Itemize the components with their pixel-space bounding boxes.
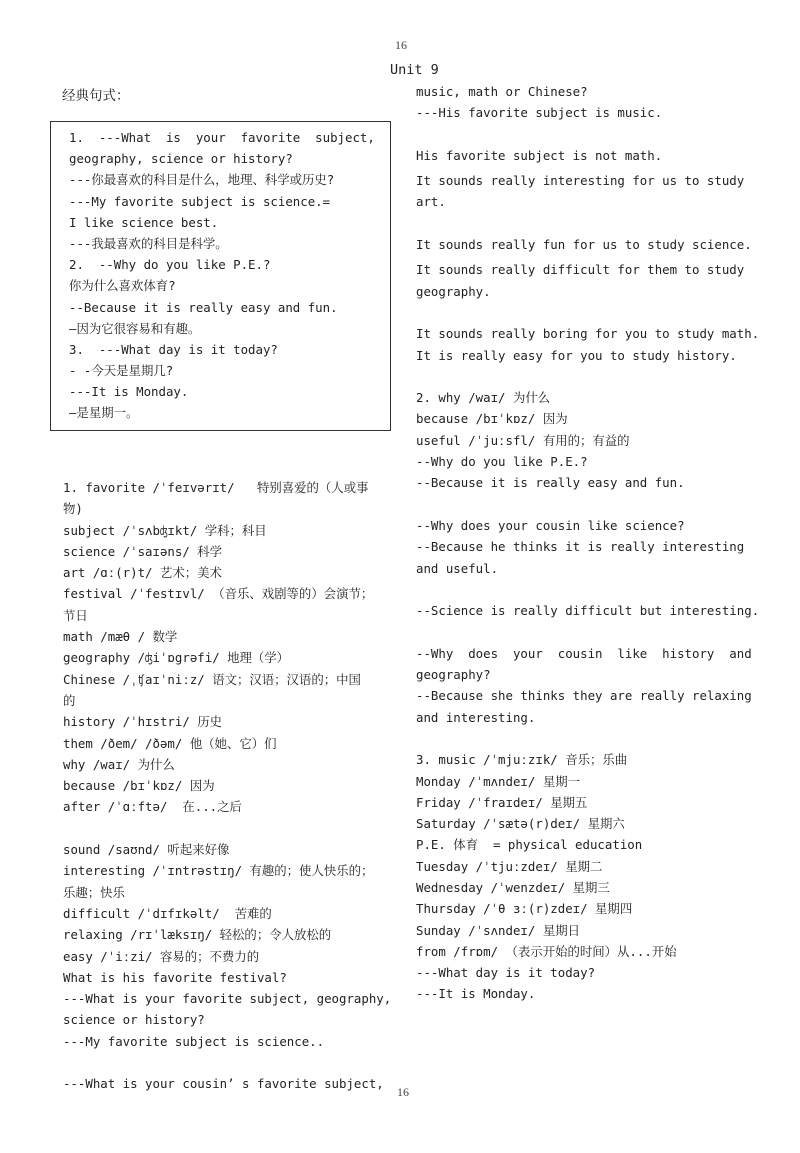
spacer (416, 579, 751, 600)
text-line: easy /ˈiːzi/ 容易的；不费力的 (63, 948, 260, 964)
box-line: —是星期一。 (69, 405, 139, 421)
text-line: from /frɒm/ （表示开始的时间）从...开始 (416, 943, 677, 959)
text-line: It sounds really difficult for them to study (416, 262, 745, 278)
text-line: geography. (416, 283, 491, 299)
spacer (416, 124, 751, 145)
text-line: It sounds really interesting for us to study (416, 173, 745, 189)
text-line: --Why does your cousin like history and (416, 645, 752, 661)
text-line: ---It is Monday. (416, 986, 536, 1002)
text-line: Saturday /ˈsætə(r)deɪ/ 星期六 (416, 816, 625, 832)
text-line: science /ˈsaɪəns/ 科学 (63, 543, 223, 559)
text-line: Chinese /ˌʧaɪˈniːz/ 语文；汉语；汉语的；中国 (63, 671, 361, 687)
box-line: --Because it is really easy and fun. (69, 299, 338, 315)
text-line: useful /ˈjuːsfl/ 有用的；有益的 (416, 432, 630, 448)
box-line: ---你最喜欢的科目是什么，地理、科学或历史? (69, 172, 335, 188)
spacer (416, 213, 751, 234)
text-line: science or history? (63, 1012, 205, 1028)
box-line: geography, science or history? (69, 151, 293, 167)
classic-sentences-box (50, 121, 391, 431)
left-column (63, 477, 398, 1095)
spacer (416, 621, 751, 642)
text-line: His favorite subject is not math. (416, 147, 663, 163)
box-line: ---我最喜欢的科目是科学。 (69, 235, 228, 251)
text-line: math /mæθ / 数学 (63, 629, 178, 645)
box-line: - -今天是星期几? (69, 363, 174, 379)
text-line: --Because he thinks it is really interesting (416, 539, 745, 555)
text-line: difficult /ˈdɪfɪkəlt/ 苦难的 (63, 905, 272, 921)
box-line: —因为它很容易和有趣。 (69, 320, 201, 336)
text-line: Monday /ˈmʌndeɪ/ 星期一 (416, 773, 580, 789)
text-line: Tuesday /ˈtjuːzdeɪ/ 星期二 (416, 858, 603, 874)
text-line: 乐趣；快乐 (63, 884, 125, 900)
text-line: 节日 (63, 607, 88, 623)
text-line: them /ðem/ /ðəm/ 他（她、它）们 (63, 735, 277, 751)
spacer (416, 366, 751, 387)
spacer (63, 1052, 398, 1073)
text-line: --Because she thinks they are really relaxing (416, 688, 752, 704)
text-line: Thursday /ˈθ ɜː(r)zdeɪ/ 星期四 (416, 901, 633, 917)
spacer (416, 728, 751, 749)
bottom-page-number: 16 (397, 1085, 409, 1099)
text-line: sound /saʊnd/ 听起来好像 (63, 842, 230, 858)
text-line: 物) (63, 501, 83, 517)
text-line: why /waɪ/ 为什么 (63, 756, 175, 772)
text-line: because /bɪˈkɒz/ 因为 (63, 778, 215, 794)
text-line: art. (416, 194, 446, 210)
section-title: 经典句式： (62, 88, 130, 103)
top-page-number: 16 (395, 38, 407, 52)
text-line: history /ˈhɪstri/ 历史 (63, 714, 223, 730)
box-line: 3. ---What day is it today? (69, 341, 278, 357)
text-line: ---My favorite subject is science.. (63, 1033, 325, 1049)
text-line: ---What day is it today? (416, 965, 596, 981)
text-line: ---What is your cousin’ s favorite subject, (63, 1076, 384, 1092)
text-line: --Science is really difficult but interesting. (416, 603, 760, 619)
text-line: ---What is your favorite subject, geography, (63, 991, 392, 1007)
text-line: relaxing /rɪˈlæksɪŋ/ 轻松的；令人放松的 (63, 927, 332, 943)
spacer (416, 494, 751, 515)
spacer (416, 302, 751, 323)
text-line: music, math or Chinese? (416, 84, 588, 99)
text-line: and useful. (416, 560, 499, 576)
text-line: because /bɪˈkɒz/ 因为 (416, 411, 568, 427)
text-line: P.E. 体育 = physical education (416, 837, 643, 853)
text-line: --Why does your cousin like science? (416, 517, 685, 533)
box-line: 1. ---What is your favorite subject, (69, 130, 375, 145)
text-line: --Because it is really easy and fun. (416, 475, 685, 491)
text-line: 的 (63, 692, 76, 708)
unit-title: Unit 9 (390, 62, 439, 78)
text-line: Friday /ˈfraɪdeɪ/ 星期五 (416, 794, 588, 810)
text-line: --Why do you like P.E.? (416, 454, 588, 470)
text-line: ---His favorite subject is music. (416, 105, 663, 121)
text-line: festival /ˈfestɪvl/ （音乐、戏剧等的）会演节； (63, 586, 374, 602)
box-line: ---My favorite subject is science.= (69, 193, 331, 209)
spacer (63, 818, 398, 839)
text-line: It sounds really fun for us to study science. (416, 237, 752, 253)
text-line: Wednesday /ˈwenzdeɪ/ 星期三 (416, 879, 610, 895)
text-line: Sunday /ˈsʌndeɪ/ 星期日 (416, 922, 580, 938)
text-line: geography? (416, 667, 491, 683)
text-line: and interesting. (416, 709, 536, 725)
text-line: It sounds really boring for you to study math. (416, 326, 760, 342)
text-line: 1. favorite /ˈfeɪvərɪt/ 特别喜爱的（人或事 (63, 480, 369, 495)
right-column (416, 81, 760, 1005)
box-line: I like science best. (69, 214, 219, 230)
text-line: subject /ˈsʌbʤɪkt/ 学科；科目 (63, 522, 267, 538)
text-line: What is his favorite festival? (63, 969, 287, 985)
text-line: interesting /ˈɪntrəstɪŋ/ 有趣的；使人快乐的； (63, 863, 374, 879)
text-line: 2. why /waɪ/ 为什么 (416, 390, 551, 406)
text-line: geography /ʤiˈɒgrəfi/ 地理（学） (63, 650, 290, 666)
box-line: ---It is Monday. (69, 384, 189, 400)
box-line: 你为什么喜欢体育? (69, 278, 176, 294)
text-line: after /ˈɑːftə/ 在...之后 (63, 799, 242, 815)
text-line: 3. music /ˈmjuːzɪk/ 音乐；乐曲 (416, 752, 628, 768)
text-line: art /ɑː(r)t/ 艺术；美术 (63, 565, 222, 581)
box-line: 2. --Why do you like P.E.? (69, 257, 271, 273)
text-line: It is really easy for you to study history. (416, 347, 737, 363)
